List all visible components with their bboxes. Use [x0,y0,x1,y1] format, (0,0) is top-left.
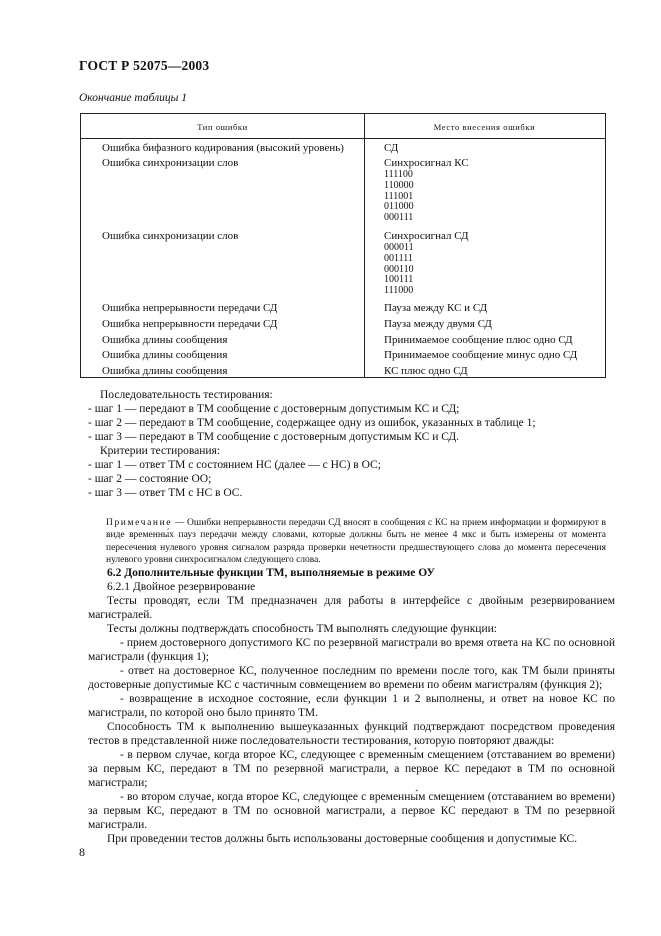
error-place-cell: Принимаемое сообщение минус одно СД [384,349,578,361]
paragraph: Тесты проводят, если ТМ предназначен для работы в интерфейсе с двойным резервированием магистралей. [88,595,615,621]
column-header-place: Место внесения ошибки [433,122,536,132]
error-type-cell: Ошибка непрерывности передачи СД [102,318,278,330]
error-place-cell: КС плюс одно СД [384,365,468,377]
function-item: - ответ на достоверное КС, полученное последним по времени после того, как ТМ были приняты достоверные допустимые КС с частичным совмещением во времени по обеим магистралям (функция 2); [88,665,615,691]
criteria-step: - шаг 2 — состояние ОО; [88,473,212,485]
column-header-type: Тип ошибки [197,122,248,132]
note-label: Примечание [106,518,173,528]
error-type-cell: Ошибка синхронизации слов [102,230,239,242]
header-divider [81,138,605,139]
testing-procedure [88,388,608,500]
sequence-title: Последовательность тестирования: [100,389,273,401]
note-text: — Ошибки непрерывности передачи СД вносят в сообщения с КС на прием информации и формируют в виде временны́х пауз передачи между словами, которые должны быть не менее 4 мкс и быть измерены от момента пересечения нулевого уровня сигналом разряда проверки нечетности предшествующего слова до момента пересечения нулевого уровня синхросигналом следующего слова. [106,518,606,566]
subsection-heading: 6.2.1 Двойное резервирование [107,581,256,593]
error-place-label: Синхросигнал СД [384,230,469,242]
error-place-cell: Принимаемое сообщение плюс одно СД [384,334,573,346]
column-divider [364,114,365,377]
error-place-label: Синхросигнал КС [384,157,469,169]
error-place-cell: Пауза между КС и СД [384,302,488,314]
error-place-cell [384,157,469,224]
error-place-cell: СД [384,142,399,154]
page-number: 8 [79,845,85,859]
error-table [80,113,606,378]
error-place-cell: Пауза между двумя СД [384,318,492,330]
paragraph: Тесты должны подтверждать способность ТМ выполнять следующие функции: [107,623,497,635]
sequence-step: - шаг 1 — передают в ТМ сообщение с достоверным допустимым КС и СД; [88,403,460,415]
criteria-title: Критерии тестирования: [100,445,221,457]
sequence-step: - шаг 2 — передают в ТМ сообщение, содержащее одну из ошибок, указанных в таблице 1; [88,417,536,429]
error-type-cell: Ошибка длины сообщения [102,349,228,361]
paragraph: Способность ТМ к выполнению вышеуказанных функций подтверждают посредством проведения тестов в представленной ниже последовательности тестирования, которую повторяют дважды: [88,721,615,747]
section-6-2 [88,566,615,846]
sync-codes: 111100 110000 111001 011000 000111 [384,169,414,224]
criteria-step: - шаг 3 — ответ ТМ с НС в ОС. [88,487,243,499]
document-header: ГОСТ Р 52075—2003 [79,58,210,73]
case-item: - в первом случае, когда второе КС, следующее с временны́м смещением (отставанием во времени) за первым КС, передают в ТМ по резервной магистрали, а первое КС передают в ТМ по основной магистрали; [88,749,615,789]
note-paragraph [106,517,606,567]
paragraph: При проведении тестов должны быть использованы достоверные сообщения и допустимые КС. [107,833,578,845]
error-type-cell: Ошибка синхронизации слов [102,157,239,169]
criteria-step: - шаг 1 — ответ ТМ с состоянием НС (далее — с НС) в ОС; [88,459,381,471]
error-type-cell: Ошибка непрерывности передачи СД [102,302,278,314]
error-type-cell: Ошибка длины сообщения [102,334,228,346]
sync-codes: 000011 001111 000110 100111 111000 [384,242,414,297]
error-type-cell: Ошибка бифазного кодирования (высокий уровень) [102,142,344,154]
case-item: - во втором случае, когда второе КС, следующее с временны́м смещением (отставанием во времени) за первым КС, передают в ТМ по основной магистрали, а первое КС передают в ТМ по резервной магистрали. [88,791,615,831]
error-place-cell [384,230,469,297]
function-item: - возвращение в исходное состояние, если функции 1 и 2 выполнены, и ответ на новое КС по магистрали, по которой оно было принято ТМ. [88,693,615,719]
sequence-step: - шаг 3 — передают в ТМ сообщение с достоверным допустимым КС и СД. [88,431,460,443]
section-heading: 6.2 Дополнительные функции ТМ, выполняемые в режиме ОУ [107,567,435,579]
error-type-cell: Ошибка длины сообщения [102,365,228,377]
table-caption: Окончание таблицы 1 [79,92,187,104]
function-item: - прием достоверного допустимого КС по резервной магистрали во время ответа на КС по основной магистрали (функция 1); [88,637,615,663]
